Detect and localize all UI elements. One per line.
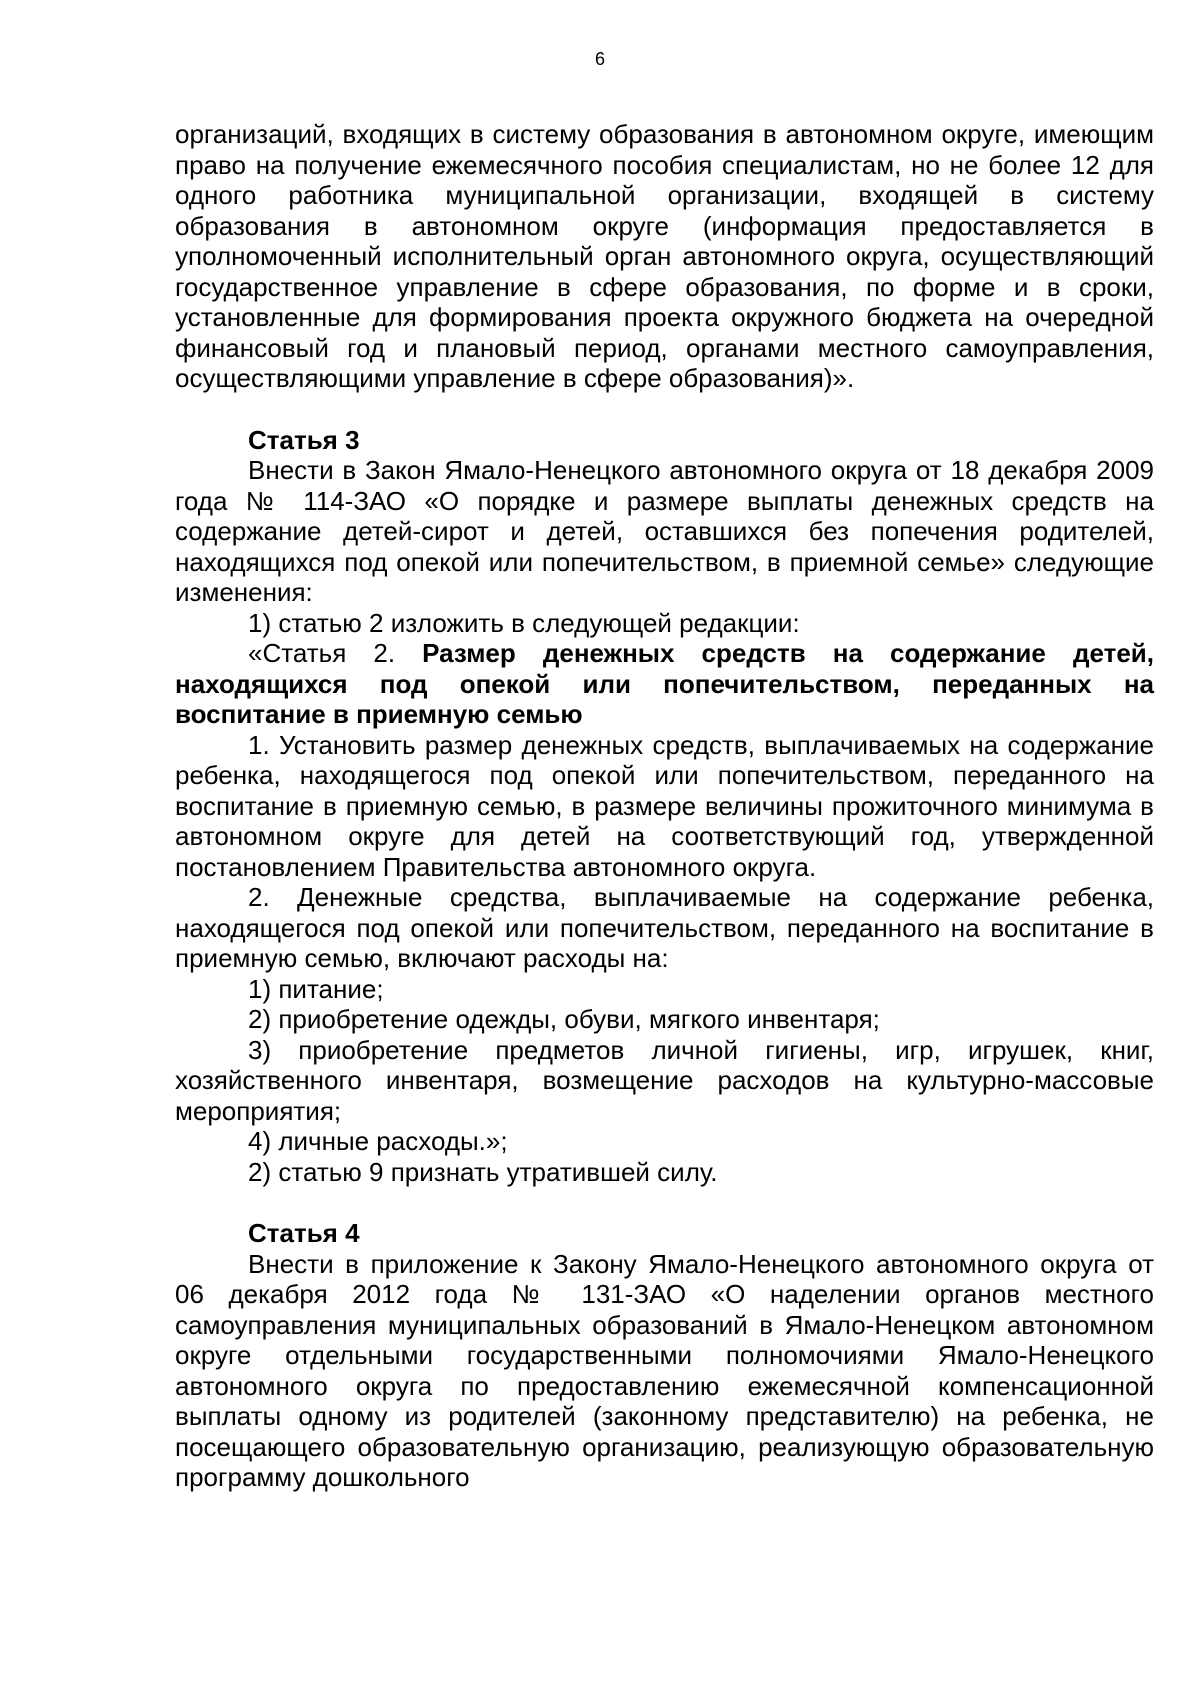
article-3-heading: Статья 3 [248, 424, 360, 455]
article-3-intro: Внести в Закон Ямало-Ненецкого автономного округа от 18 декабря 2009 года № 114-ЗАО «О порядке и размере выплаты денежных средств на содержание детей-сирот и детей, оставшихся без попечения родителей, находящихся под опекой или попечительством, в приемной семье» следующие изменения: [175, 455, 1154, 607]
article-2-title: Размер денежных средств на содержание детей, находящихся под опекой или попечительством, переданных на воспитание в приемную семью [175, 638, 1154, 729]
document-body [175, 119, 1154, 1493]
article-2-subpoint-4: 4) личные расходы.»; [248, 1126, 508, 1156]
article-2-point-2: 2. Денежные средства, выплачиваемые на содержание ребенка, находящегося под опекой или попечительством, переданного на воспитание в приемную семью, включают расходы на: [175, 882, 1154, 973]
article-4-heading: Статья 4 [248, 1218, 360, 1248]
article-2-point-1: 1. Установить размер денежных средств, выплачиваемых на содержание ребенка, находящегося под опекой или попечительством, переданного на воспитание в приемную семью, в размере величины прожиточного минимума в автономном округе для детей на соответствующий год, утвержденной постановлением Правительства автономного округа. [175, 729, 1154, 882]
continuation-paragraph: организаций, входящих в систему образования в автономном округе, имеющим право на получение ежемесячного пособия специалистам, но не более 12 для одного работника муниципальной организации, входящей в систему образования в автономном округе (информация предоставляется в уполномоченный исполнительный орган автономного округа, осуществляющий государственное управление в сфере образования, по форме и в сроки, установленные для формирования проекта окружного бюджета на очередной финансовый год и плановый период, органами местного самоуправления, осуществляющими управление в сфере образования)». [175, 119, 1154, 393]
article-2-subpoint-2: 2) приобретение одежды, обуви, мягкого инвентаря; [248, 1004, 880, 1034]
spacer [175, 394, 1154, 425]
article-2-subpoint-3: 3) приобретение предметов личной гигиены, игр, игрушек, книг, хозяйственного инвентаря, возмещение расходов на культурно-массовые мероприятия; [175, 1034, 1154, 1126]
article-2-title-paragraph [175, 638, 1154, 730]
article-3-item-1: 1) статью 2 изложить в следующей редакции: [248, 607, 800, 638]
article-2-prefix: «Статья 2. [248, 638, 423, 668]
spacer [175, 1187, 1154, 1218]
article-2-subpoint-1: 1) питание; [248, 973, 384, 1004]
article-3-item-2: 2) статью 9 признать утратившей силу. [248, 1156, 718, 1187]
page-number: 6 [594, 49, 605, 69]
article-4-intro: Внести в приложение к Закону Ямало-Ненецкого автономного округа от 06 декабря 2012 года № 131-ЗАО «О наделении органов местного самоуправления муниципальных образований в Ямало-Ненецком автономном округе отдельными государственными полномочиями Ямало-Ненецкого автономного округа по предоставлению ежемесячной компенсационной выплаты одному из родителей (законному представителю) на ребенка, не посещающего образовательную организацию, реализующую образовательную программу дошкольного [175, 1248, 1154, 1492]
